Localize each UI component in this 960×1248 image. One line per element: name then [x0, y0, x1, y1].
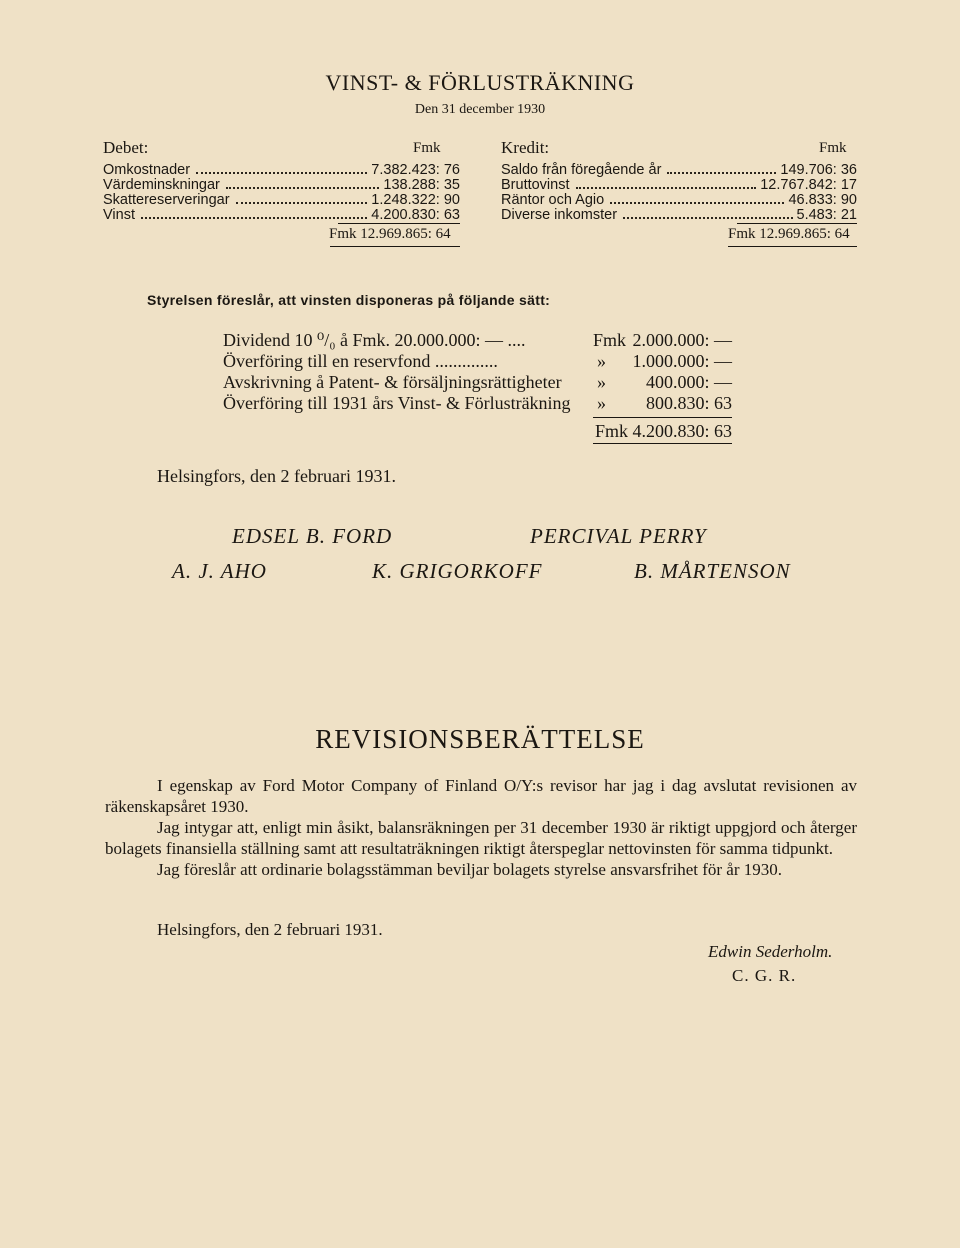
kredit-row-label: Diverse inkomster	[501, 207, 618, 223]
kredit-row-label: Bruttovinst	[501, 177, 570, 193]
disposal-total-underline	[593, 443, 732, 444]
debet-row-label: Omkostnader	[103, 162, 191, 178]
kredit-row-value: 12.767.842: 17	[760, 177, 857, 193]
debet-row-label: Värdeminskningar	[103, 177, 220, 193]
debet-total-underline	[330, 246, 460, 247]
kredit-row-value: 5.483: 21	[796, 207, 857, 223]
disposal-row-value: 1.000.000: —	[632, 351, 732, 371]
kredit-row-value: 149.706: 36	[780, 162, 857, 178]
disposal-row-label: Överföring till 1931 års Vinst- & Förlusträkning	[223, 393, 571, 413]
kredit-total-underline	[728, 246, 857, 247]
disposal-total-rule	[593, 417, 732, 418]
audit-paragraph: I egenskap av Ford Motor Company of Finland O/Y:s revisor har jag i dag avslutat revisionen av räkenskapsåret 1930.	[105, 776, 857, 816]
debet-row-value: 1.248.322: 90	[371, 192, 460, 208]
kredit-row-value: 46.833: 90	[788, 192, 857, 208]
signatory-name: B. MÅRTENSON	[634, 559, 791, 583]
disposal-row-label: Överföring till en reservfond ..............	[223, 351, 498, 371]
kredit-row-label: Räntor och Agio	[501, 192, 605, 208]
disposal-row-value: 2.000.000: —	[632, 330, 732, 350]
disposal-total: Fmk 4.200.830: 63	[594, 421, 732, 441]
kredit-row-label: Saldo från föregående år	[501, 162, 662, 178]
signatory-name: PERCIVAL PERRY	[530, 524, 707, 548]
disposal-row-marker: »	[597, 372, 606, 392]
audit-body	[105, 775, 857, 880]
auditor-title: C. G. R.	[732, 966, 797, 985]
debet-row-label: Skattereserveringar	[103, 192, 230, 208]
debet-row-label: Vinst	[103, 207, 135, 223]
disposal-row-marker: Fmk	[593, 330, 627, 350]
disposal-place-date: Helsingfors, den 2 februari 1931.	[157, 466, 396, 486]
disposal-row-value: 400.000: —	[645, 372, 732, 392]
disposal-row-value: 800.830: 63	[645, 393, 732, 413]
kredit-header: Kredit:	[501, 138, 550, 157]
debet-row-value: 4.200.830: 63	[371, 207, 460, 223]
statement-date: Den 31 december 1930	[414, 102, 546, 117]
debet-total: Fmk 12.969.865: 64	[329, 226, 451, 242]
auditor-signature: Edwin Sederholm.	[708, 942, 833, 961]
audit-place-date: Helsingfors, den 2 februari 1931.	[157, 920, 383, 939]
kredit-currency: Fmk	[819, 140, 847, 156]
kredit-row	[501, 192, 857, 208]
audit-title: REVISIONSBERÄTTELSE	[315, 724, 645, 754]
debet-total-rule	[338, 223, 460, 224]
statement-title: VINST- & FÖRLUSTRÄKNING	[325, 70, 635, 95]
debet-header: Debet:	[103, 138, 149, 157]
disposal-row-marker: »	[597, 393, 606, 413]
kredit-total: Fmk 12.969.865: 64	[728, 226, 850, 242]
debet-currency: Fmk	[413, 140, 441, 156]
kredit-row	[501, 177, 857, 193]
signatory-name: EDSEL B. FORD	[232, 524, 393, 548]
debet-row	[103, 162, 460, 178]
debet-row	[103, 192, 460, 208]
disposal-row-label: Dividend 10 ⁰/₀ å Fmk. 20.000.000: — ....	[223, 330, 526, 350]
disposal-row-label: Avskrivning å Patent- & försäljningsrättigheter	[223, 372, 562, 392]
kredit-total-rule	[737, 223, 857, 224]
signatory-name: A. J. AHO	[172, 559, 267, 583]
disposal-intro: Styrelsen föreslår, att vinsten disponeras på följande sätt:	[147, 292, 551, 308]
kredit-row	[501, 162, 857, 178]
audit-paragraph: Jag föreslår att ordinarie bolagsstämman beviljar bolagets styrelse ansvarsfrihet för år 1930.	[157, 860, 783, 879]
debet-row	[103, 207, 460, 223]
debet-row-value: 7.382.423: 76	[371, 162, 460, 178]
signatory-name: K. GRIGORKOFF	[372, 559, 543, 583]
audit-paragraph: Jag intygar att, enligt min åsikt, balansräkningen per 31 december 1930 är riktigt uppgjord och återger bolagets finansiella ställning samt att resultaträkningen riktigt återspeglar nettovinsten för samma tidpunkt.	[105, 818, 857, 858]
debet-row-value: 138.288: 35	[383, 177, 460, 193]
kredit-row	[501, 207, 857, 223]
debet-row	[103, 177, 460, 193]
disposal-row-marker: »	[597, 351, 606, 371]
